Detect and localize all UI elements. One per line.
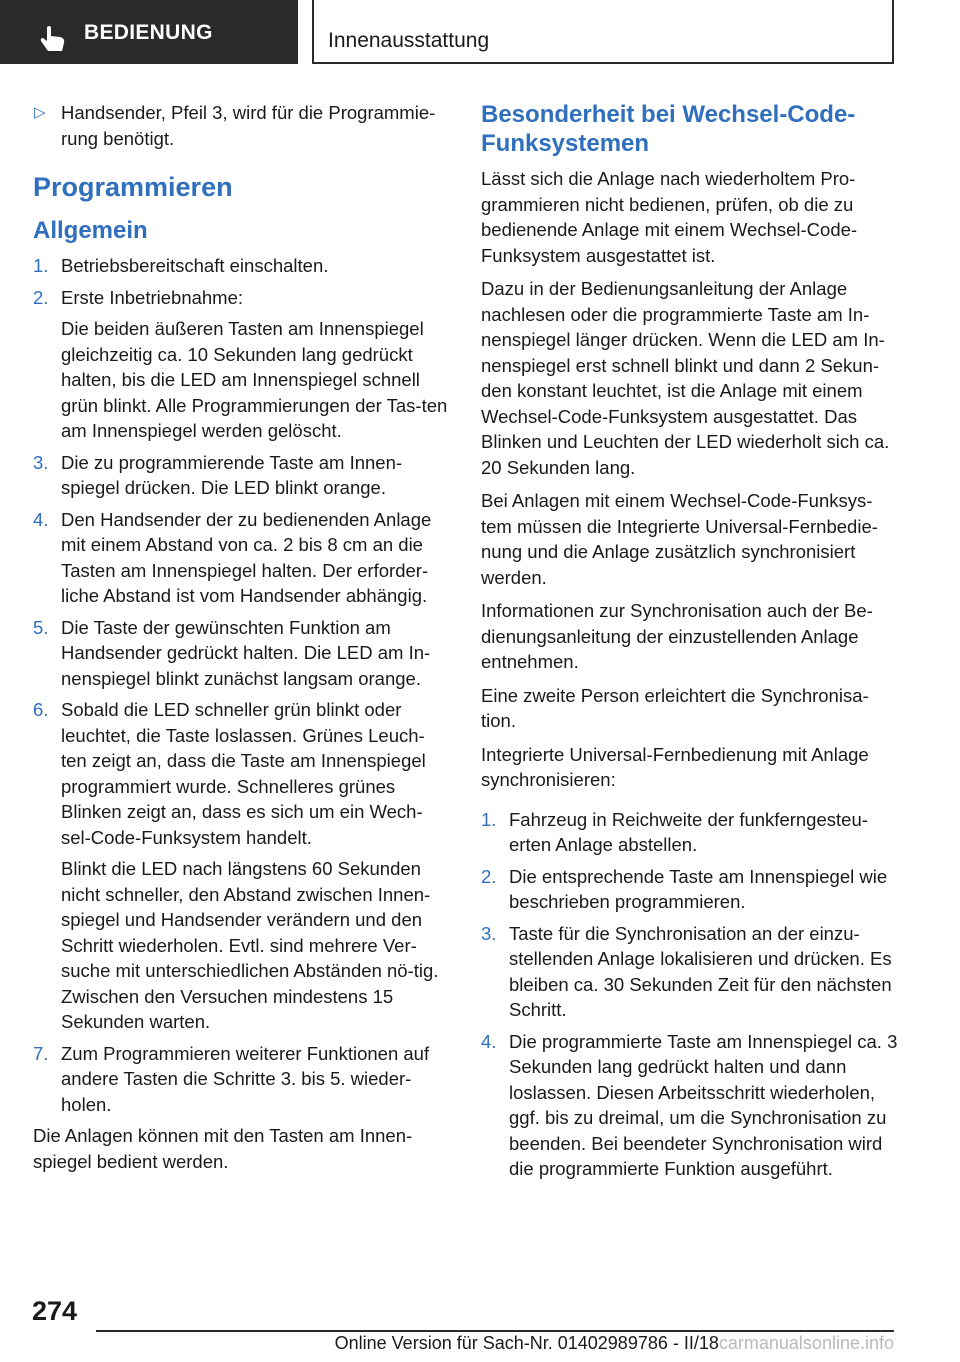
step-text: Zum Programmieren weiterer Funktionen auf andere Tasten die Schritte 3. bis 5. wieder‐holen. [61, 1042, 430, 1115]
subheading-allgemein: Allgemein [33, 217, 148, 244]
list-item [481, 807, 901, 858]
page-number: 274 [32, 1296, 78, 1326]
list-item [33, 450, 448, 501]
step-number: 6. [33, 699, 49, 720]
list-item [481, 864, 901, 915]
watermark: carmanualsonline.info [718, 1333, 894, 1353]
step-number: 4. [481, 1030, 497, 1052]
paragraph: Bei Anlagen mit einem Wechsel-Code-Funksys‐tem müssen die Integrierte Universal-Fernbedie‐nung und die Anlage zusätzlich synchronisiert werden. [481, 490, 878, 588]
step-number: 1. [481, 808, 497, 830]
hand-pointer-icon [38, 24, 68, 54]
step-text: Fahrzeug in Reichweite der funkferngesteu‐erten Anlage abstellen. [509, 808, 868, 855]
step-text: Betriebsbereitschaft einschalten. [61, 255, 329, 276]
section-header [312, 0, 894, 64]
paragraph: Dazu in der Bedienungsanleitung der Anlage nachlesen oder die programmierte Taste am In‐nenspiegel länger drücken. Wenn die LED am In‐nenspiegel erst schnell blinkt und dann 2 Sekun‐den konstant leuchtet, ist die Anlage mit einem Wechsel-Code-Funksystem ausgestattet. Das Blinken und Leuchten der LED wiederholt sich ca. 20 Sekunden lang. [481, 278, 890, 478]
paragraph: Integrierte Universal-Fernbedienung mit Anlage synchronisieren: [481, 743, 869, 790]
bullet-item [33, 100, 448, 151]
section-title: Innenausstattung [328, 29, 490, 52]
paragraph: Lässt sich die Anlage nach wiederholtem Pro‐grammieren nicht bedienen, prüfen, ob die zu bedienende Anlage mit einem Wechsel-Code-Funksystem ausgestattet ist. [481, 168, 858, 266]
step-number: 1. [33, 255, 49, 276]
programming-steps [33, 253, 448, 1117]
list-item [33, 697, 448, 1035]
list-item [33, 615, 448, 692]
list-item [33, 1041, 448, 1118]
step-text: Die programmierte Taste am Innenspiegel ca. 3 Sekunden lang gedrückt halten und dann loslassen. Diesen Arbeitsschritt wiederholen, ggf. bis zu dreimal, um die Synchronisation zu beenden. Bei beendeter Synchronisation wird die programmierte Funktion ausgeführt. [509, 1030, 898, 1179]
step-number: 4. [33, 508, 49, 530]
step-subtext: Die beiden äußeren Tasten am Innenspiegel gleichzeitig ca. 10 Sekunden lang gedrückt halten, bis die LED am Innenspiegel schnell grün blinkt. Alle Programmierungen der Tas‐ten am Innenspiegel werden gelöscht. [61, 318, 448, 441]
sync-steps [481, 807, 901, 1182]
step-text: Sobald die LED schneller grün blinkt oder leuchtet, die Taste loslassen. Grünes Leuch‐ten zeigt an, dass die Taste am Innenspiegel programmiert wurde. Schnelleres grünes Blinken zeigt an, dass es sich um ein Wech‐sel-Code-Funksystem handelt. [61, 699, 426, 848]
list-item [33, 285, 448, 444]
list-item [481, 921, 901, 1023]
online-version-label: Online Version für Sach-Nr. 01402989786 - II/18 [334, 1333, 719, 1353]
list-item [481, 1029, 901, 1182]
step-text: Taste für die Synchronisation an der einzu‐stellenden Anlage lokalisieren und drücken. Es bleiben ca. 30 Sekunden Zeit für den nächsten Schritt. [509, 922, 892, 1020]
footer-text [335, 1333, 894, 1354]
footer-divider [96, 1330, 894, 1332]
step-number: 7. [33, 1042, 49, 1064]
list-item [33, 253, 448, 279]
step-text: Den Handsender der zu bedienenden Anlage mit einem Abstand von ca. 2 bis 8 cm an die Tasten am Innenspiegel halten. Der erforder‐liche Abstand ist vom Handsender abhängig. [61, 508, 432, 606]
step-text: Die Taste der gewünschten Funktion am Handsender gedrückt halten. Die LED am In‐nenspiegel blinkt zunächst langsam orange. [61, 616, 431, 689]
chapter-tab [0, 0, 298, 64]
step-text: Die zu programmierende Taste am Innen‐spiegel drücken. Die LED blinkt orange. [61, 451, 403, 498]
paragraph: Eine zweite Person erleichtert die Synchronisa‐tion. [481, 684, 869, 731]
left-column [33, 100, 448, 1182]
heading-wechsel-code: Besonderheit bei Wechsel-Code-Funksystemen [481, 101, 856, 157]
closing-paragraph: Die Anlagen können mit den Tasten am Innen‐spiegel bedient werden. [33, 1125, 413, 1172]
paragraph: Informationen zur Synchronisation auch der Be‐dienungsanleitung der einzustellenden Anlage entnehmen. [481, 600, 873, 672]
step-text: Erste Inbetriebnahme: [61, 286, 244, 308]
step-number: 2. [33, 286, 49, 308]
heading-programmieren: Programmieren [33, 172, 233, 202]
step-subtext: Blinkt die LED nach längstens 60 Sekunden nicht schneller, den Abstand zwischen Innen‐spiegel und Handsender verändern und den Schritt wiederholen. Evtl. sind mehrere Ver‐suche mit unterschiedlichen Abständen nö‐tig. Zwischen den Versuchen mindestens 15 Sekunden warten. [61, 858, 439, 1032]
step-number: 5. [33, 616, 49, 638]
step-number: 3. [33, 451, 49, 473]
right-column [481, 100, 901, 1188]
step-text: Die entsprechende Taste am Innenspiegel wie beschrieben programmieren. [509, 865, 888, 912]
step-number: 2. [481, 865, 497, 887]
list-item [33, 507, 448, 609]
triangle-bullet-icon: ▷ [34, 104, 46, 121]
step-number: 3. [481, 922, 497, 944]
chapter-label: BEDIENUNG [84, 21, 213, 44]
bullet-text: Handsender, Pfeil 3, wird für die Programmie‐rung benötigt. [61, 102, 436, 149]
